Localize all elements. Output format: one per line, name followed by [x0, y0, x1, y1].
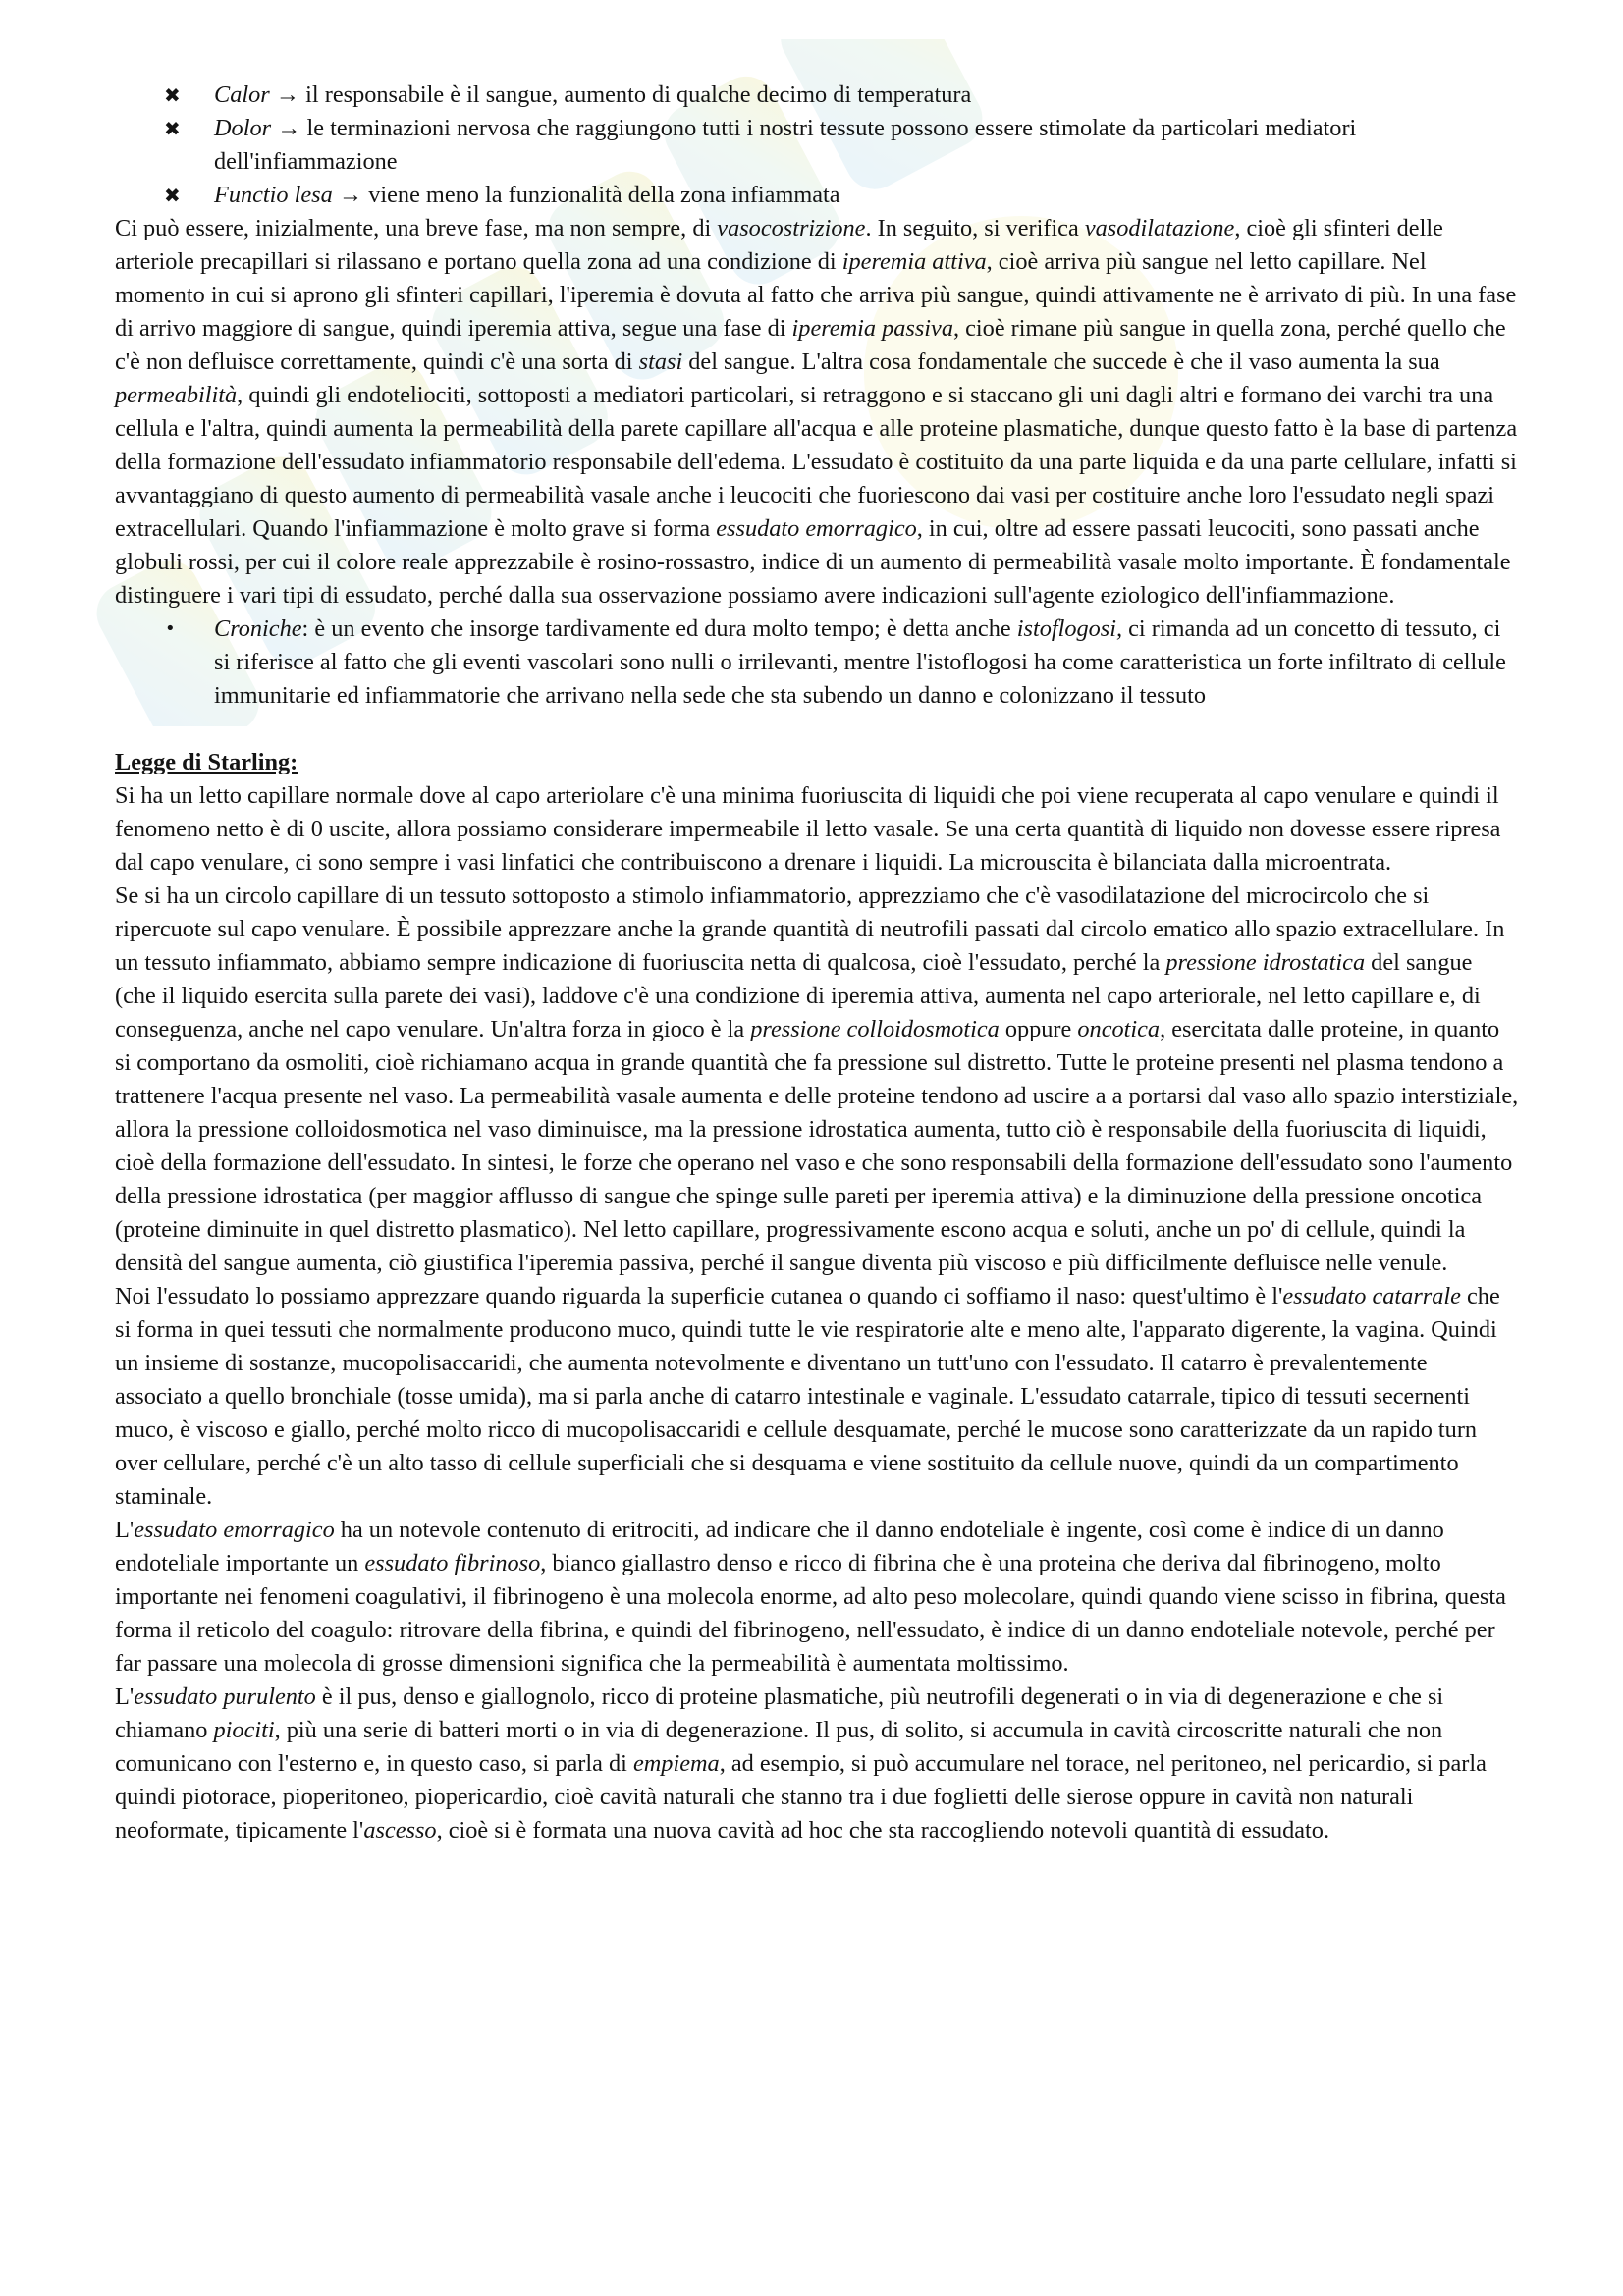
paragraph: Noi l'essudato lo possiamo apprezzare quando riguarda la superficie cutanea o quando ci soffiamo il naso: quest'ultimo è l'essudato catarrale che si forma in quei tessuti che normalmente producono muco, quindi tutte le vie respiratorie alte e meno alte, l'apparato digerente, la vagina. Quindi un insieme di sostanze, mucopolisaccaridi, che aumenta notevolmente e diventano un tutt'uno con l'essudato. Il catarro è prevalentemente associato a quello bronchiale (tosse umida), ma si parla anche di catarro intestinale e vaginale. L'essudato catarrale, tipico di tessuti secernenti muco, è viscoso e giallo, perché molto ricco di mucopolisaccaridi e cellule desquamate, perché le mucose sono caratterizzate da un rapido turn over cellulare, perché c'è un alto tasso di cellule superficiali che si desquama e viene sostituito da cellule nuove, quindi da un compartimento staminale. — [115, 1283, 1500, 1510]
list-item: ✖ Dolor → le terminazioni nervosa che raggiungono tutti i nostri tessute possono essere stimolate da particolari mediatori dell'infiammazione — [115, 112, 1519, 179]
section-heading: Legge di Starling: — [115, 749, 298, 775]
chronic-list — [115, 613, 1519, 713]
list-item: ✖ Calor → il responsabile è il sangue, aumento di qualche decimo di temperatura — [115, 79, 1519, 112]
list-item: • Croniche: è un evento che insorge tardivamente ed dura molto tempo; è detta anche istoflogosi, ci rimanda ad un concetto di tessuto, ci si riferisce al fatto che gli eventi vascolari sono nulli o irrilevanti, mentre l'istoflogosi ha come caratteristica un forte infiltrato di cellule immunitarie ed infiammatorie che arrivano nella sede che sta subendo un danno e colonizzano il tessuto — [115, 613, 1519, 713]
x-bullet-icon: ✖ — [164, 184, 181, 207]
list-item: ✖ Functio lesa → viene meno la funzionalità della zona infiammata — [115, 179, 1519, 212]
dot-bullet-icon: • — [165, 618, 176, 639]
document-page — [115, 79, 1519, 1847]
x-bullet-icon: ✖ — [164, 117, 181, 140]
paragraph: Si ha un letto capillare normale dove al capo arteriolare c'è una minima fuoriuscita di liquidi che poi viene recuperata al capo venulare e quindi il fenomeno netto è di 0 uscite, allora possiamo considerare impermeabile il letto vasale. Se una certa quantità di liquido non dovesse essere ripresa dal capo venulare, ci sono sempre i vasi linfatici che contribuiscono a drenare i liquidi. La microuscita è bilanciata dalla microentrata. — [115, 782, 1501, 876]
x-bullet-icon: ✖ — [164, 83, 181, 107]
symptom-list — [115, 79, 1519, 212]
paragraph: L'essudato purulento è il pus, denso e giallognolo, ricco di proteine plasmatiche, più neutrofili degenerati o in via di degenerazione e che si chiamano piociti, più una serie di batteri morti o in via di degenerazione. Il pus, di solito, si accumula in cavità circoscritte naturali che non comunicano con l'esterno e, in questo caso, si parla di empiema, ad esempio, si può accumulare nel torace, nel peritoneo, nel pericardio, si parla quindi piotorace, pioperitoneo, piopericardio, cioè cavità naturali che stanno tra i due foglietti delle sierose oppure in cavità non naturali neoformate, tipicamente l'ascesso, cioè si è formata una nuova cavità ad hoc che sta raccogliendo notevoli quantità di essudato. — [115, 1683, 1487, 1843]
paragraph: L'essudato emorragico ha un notevole contenuto di eritrociti, ad indicare che il danno endoteliale è ingente, così come è indice di un danno endoteliale importante un essudato fibrinoso, bianco giallastro denso e ricco di fibrina che è una proteina che deriva dal fibrinogeno, molto importante nei fenomeni coagulativi, il fibrinogeno è una molecola enorme, ad alto peso molecolare, quindi quando viene scisso in fibrina, questa forma il reticolo del coagulo: ritrovare della fibrina, e quindi del fibrinogeno, nell'essudato, è indice di un danno endoteliale notevole, perché per far passare una molecola di grosse dimensioni significa che la permeabilità è aumentata moltissimo. — [115, 1517, 1506, 1677]
paragraph: Se si ha un circolo capillare di un tessuto sottoposto a stimolo infiammatorio, apprezziamo che c'è vasodilatazione del microcircolo che si ripercuote sul capo venulare. È possibile apprezzare anche la grande quantità di neutrofili passati dal circolo ematico allo spazio extracellulare. In un tessuto infiammato, abbiamo sempre indicazione di fuoriuscita netta di qualcosa, cioè l'essudato, perché la pressione idrostatica del sangue (che il liquido esercita sulla parete dei vasi), laddove c'è una condizione di iperemia attiva, aumenta nel capo arteriorale, nel letto capillare e, di conseguenza, anche nel capo venulare. Un'altra forza in gioco è la pressione colloidosmotica oppure oncotica, esercitata dalle proteine, in quanto si comportano da osmoliti, cioè richiamano acqua in grande quantità che fa pressione sul distretto. Tutte le proteine presenti nel plasma tendono a trattenere l'acqua presente nel vaso. La permeabilità vasale aumenta e delle proteine tendono ad uscire a a portarsi dal vaso allo spazio interstiziale, allora la pressione colloidosmotica nel vaso diminuisce, ma la pressione idrostatica aumenta, tutto ciò è responsabile della fuoriuscita di liquidi, cioè della formazione dell'essudato. In sintesi, le forze che operano nel vaso e che sono responsabili della formazione dell'essudato sono l'aumento della pressione idrostatica (per maggior afflusso di sangue che spinge sulle pareti per iperemia attiva) e la diminuzione della pressione oncotica (proteine diminuite in quel distretto plasmatico). Nel letto capillare, progressivamente escono acqua e soluti, anche un po' di cellule, quindi la densità del sangue aumenta, ciò giustifica l'iperemia passiva, perché il sangue diventa più viscoso e più difficilmente defluisce nelle venule. — [115, 882, 1519, 1276]
paragraph: Ci può essere, inizialmente, una breve fase, ma non sempre, di vasocostrizione. In seguito, si verifica vasodilatazione, cioè gli sfinteri delle arteriole precapillari si rilassano e portano quella zona ad una condizione di iperemia attiva, cioè arriva più sangue nel letto capillare. Nel momento in cui si aprono gli sfinteri capillari, l'iperemia è dovuta al fatto che arriva più sangue, quindi attivamente ne è arrivato di più. In una fase di arrivo maggiore di sangue, quindi iperemia attiva, segue una fase di iperemia passiva, cioè rimane più sangue in quella zona, perché quello che c'è non defluisce correttamente, quindi c'è una sorta di stasi del sangue. L'altra cosa fondamentale che succede è che il vaso aumenta la sua permeabilità, quindi gli endoteliociti, sottoposti a mediatori particolari, si retraggono e si staccano gli uni dagli altri e formano dei varchi tra una cellula e l'altra, quindi aumenta la permeabilità della parete capillare all'acqua e alle proteine plasmatiche, dunque questo fatto è la base di partenza della formazione dell'essudato infiammatorio responsabile dell'edema. L'essudato è costituito da una parte liquida e da una parte cellulare, infatti si avvantaggiano di questo aumento di permeabilità vasale anche i leucociti che fuoriescono dai vasi per costituire anche loro l'essudato negli spazi extracellulari. Quando l'infiammazione è molto grave si forma essudato emorragico, in cui, oltre ad essere passati leucociti, sono passati anche globuli rossi, per cui il colore reale apprezzabile è rosino-rossastro, indice di un aumento di permeabilità vasale molto importante. È fondamentale distinguere i vari tipi di essudato, perché dalla sua osservazione possiamo avere indicazioni sull'agente eziologico dell'infiammazione. — [115, 215, 1518, 609]
